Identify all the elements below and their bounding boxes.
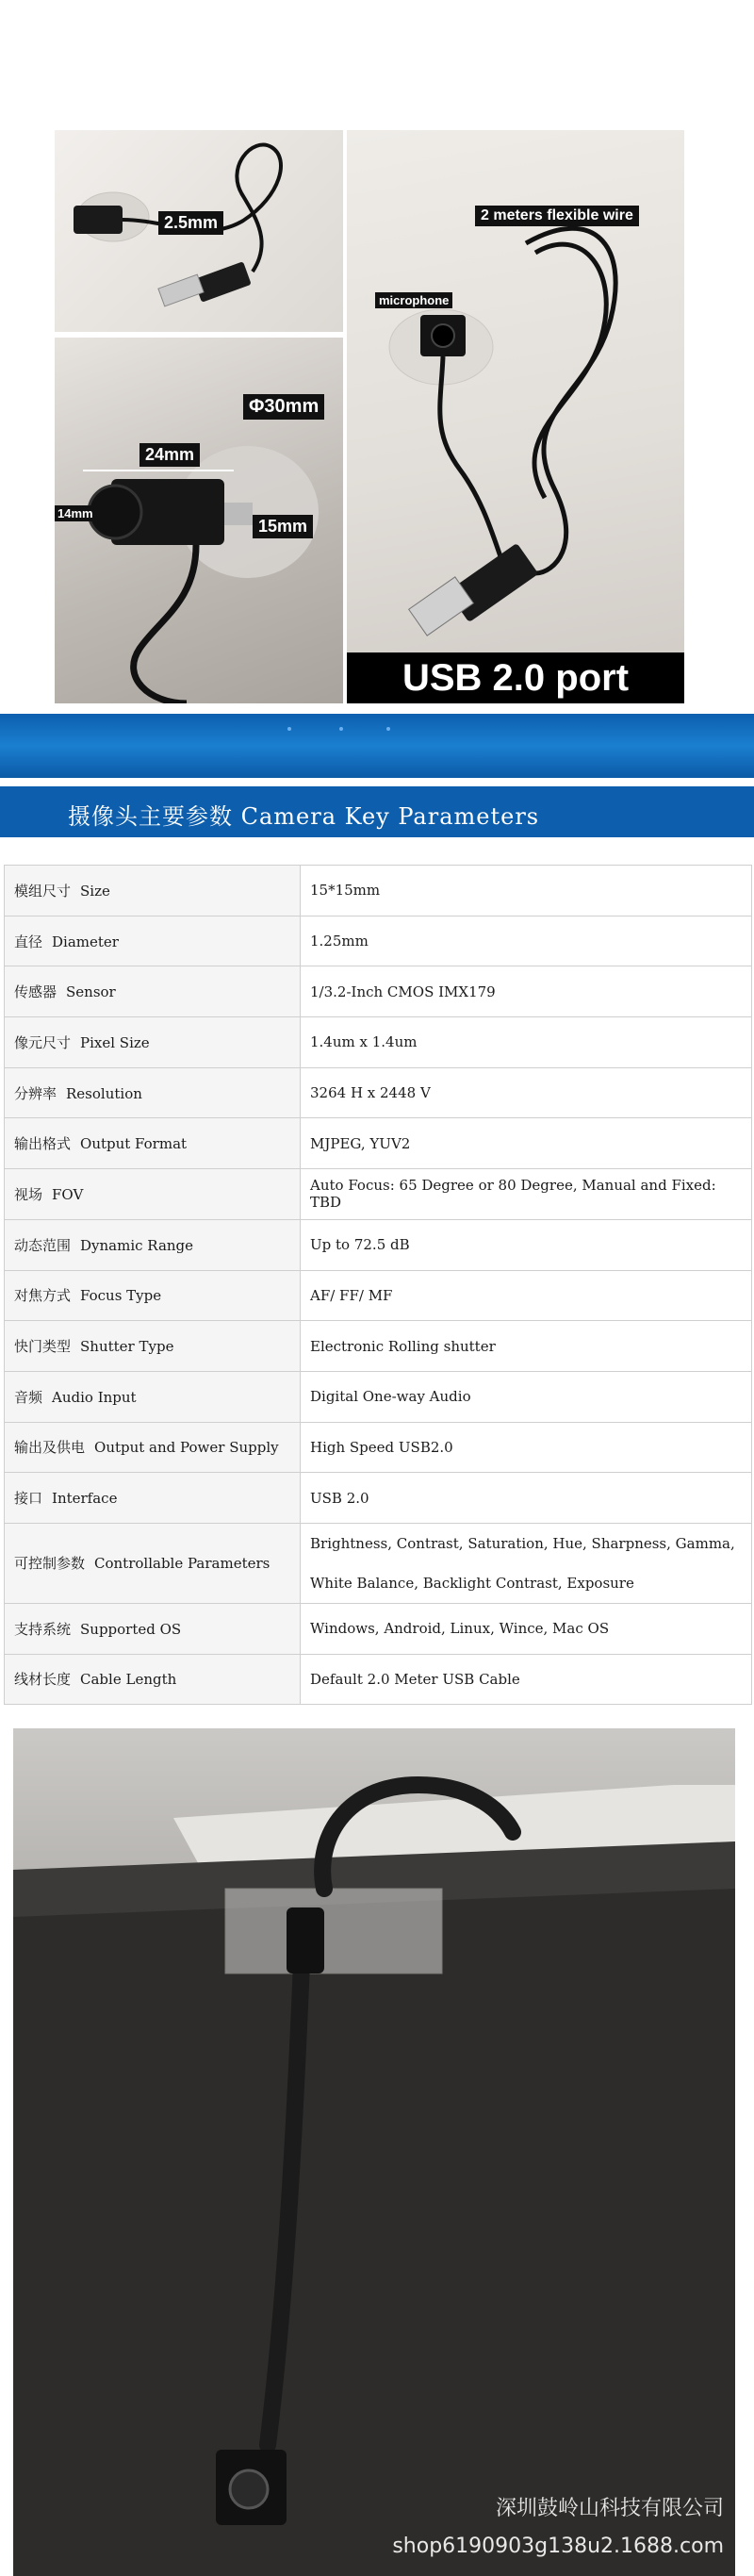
wire-length-label: 2 meters flexible wire <box>475 206 639 226</box>
param-name-cn: 线材长度 <box>14 1671 72 1689</box>
table-row <box>5 1219 752 1270</box>
param-name-cell <box>5 1067 301 1118</box>
param-name-en: Diameter <box>52 933 119 950</box>
param-value: 1.25mm <box>310 933 369 950</box>
param-name-en: Supported OS <box>80 1620 182 1638</box>
param-name-en: Cable Length <box>80 1671 177 1689</box>
param-name-cell <box>5 966 301 1017</box>
table-row <box>5 1473 752 1524</box>
param-value-cell <box>301 1017 752 1068</box>
param-name-en: Sensor <box>66 983 116 1001</box>
param-value-line2: White Balance, Backlight Contrast, Exposure <box>310 1574 634 1592</box>
parameters-table-body <box>5 866 752 1705</box>
param-name-cn: 像元尺寸 <box>14 1033 72 1051</box>
param-name-en: Pixel Size <box>80 1033 150 1051</box>
param-value-cell <box>301 866 752 916</box>
param-name-en: Audio Input <box>52 1388 137 1406</box>
param-name-cell <box>5 1017 301 1068</box>
param-value-cell <box>301 1270 752 1321</box>
length-label: 24mm <box>139 443 200 467</box>
shop-url-watermark: shop6190903g138u2.1688.com <box>392 2535 724 2558</box>
param-value-cell <box>301 1219 752 1270</box>
param-name-cell <box>5 1169 301 1220</box>
param-name-cell <box>5 1654 301 1705</box>
param-name-cn: 对焦方式 <box>14 1287 72 1305</box>
param-value: 1.4um x 1.4um <box>310 1033 418 1051</box>
section-title: 摄像头主要参数 Camera Key Parameters <box>68 803 540 830</box>
table-row <box>5 966 752 1017</box>
usb-port-banner: USB 2.0 port <box>347 652 684 703</box>
param-value: USB 2.0 <box>310 1489 369 1507</box>
table-row <box>5 1654 752 1705</box>
table-row <box>5 1270 752 1321</box>
param-name-cell <box>5 1371 301 1422</box>
param-name-cn: 音频 <box>14 1388 43 1406</box>
param-name-en: Shutter Type <box>80 1338 174 1356</box>
param-value: 3264 H x 2448 V <box>310 1084 431 1102</box>
param-name-en: FOV <box>52 1185 84 1203</box>
gooseneck-camera-photo <box>13 1728 735 2576</box>
param-value-cell <box>301 1654 752 1705</box>
param-value-cell <box>301 966 752 1017</box>
param-name-cn: 快门类型 <box>14 1338 72 1356</box>
depth-label: 15mm <box>253 515 313 538</box>
param-value-cell <box>301 916 752 966</box>
param-name-cell <box>5 916 301 966</box>
param-value: Electronic Rolling shutter <box>310 1337 496 1355</box>
param-name-en: Output Format <box>80 1135 188 1153</box>
table-row <box>5 1422 752 1473</box>
parameters-table <box>4 865 752 1705</box>
param-name-cn: 直径 <box>14 933 43 950</box>
param-name-cn: 传感器 <box>14 983 57 1001</box>
cable-width-label: 2.5mm <box>158 211 223 235</box>
product-photo-top-left <box>55 130 343 332</box>
param-value: MJPEG, YUV2 <box>310 1134 411 1152</box>
param-name-cn: 输出格式 <box>14 1135 72 1153</box>
param-value-cell <box>301 1371 752 1422</box>
table-row <box>5 1067 752 1118</box>
param-name-cell <box>5 1422 301 1473</box>
param-name-cn: 可控制参数 <box>14 1555 86 1573</box>
param-value: 1/3.2-Inch CMOS IMX179 <box>310 983 496 1000</box>
decorative-blue-band <box>0 714 754 778</box>
table-row <box>5 866 752 916</box>
param-name-cn: 支持系统 <box>14 1620 72 1638</box>
company-watermark: 深圳鼓岭山科技有限公司 <box>495 2497 724 2520</box>
param-name-cell <box>5 1603 301 1654</box>
param-name-cell <box>5 1321 301 1372</box>
param-value-cell <box>301 1321 752 1372</box>
microphone-label: microphone <box>375 292 452 308</box>
table-row <box>5 1523 752 1603</box>
param-value-cell <box>301 1067 752 1118</box>
param-value: Default 2.0 Meter USB Cable <box>310 1670 520 1688</box>
decorative-dot <box>339 727 343 731</box>
param-name-cell <box>5 1270 301 1321</box>
param-name-cn: 动态范围 <box>14 1236 72 1254</box>
param-value-cell <box>301 1523 752 1603</box>
param-name-en: Size <box>80 882 110 900</box>
suction-diameter-label: Φ30mm <box>243 394 324 420</box>
table-row <box>5 1169 752 1220</box>
param-name-cn: 输出及供电 <box>14 1439 86 1457</box>
param-name-cn: 模组尺寸 <box>14 882 72 900</box>
param-value: Auto Focus: 65 Degree or 80 Degree, Manual and Fixed: TBD <box>310 1177 716 1212</box>
param-name-en: Interface <box>52 1490 118 1508</box>
table-row <box>5 1321 752 1372</box>
param-name-en: Output and Power Supply <box>94 1439 279 1457</box>
param-name-en: Focus Type <box>80 1287 162 1305</box>
param-name-cn: 视场 <box>14 1185 43 1203</box>
param-value: 15*15mm <box>310 882 381 900</box>
param-name-cn: 接口 <box>14 1490 43 1508</box>
product-photo-dimensions <box>55 338 343 703</box>
param-name-en: Resolution <box>66 1084 142 1102</box>
param-name-cell <box>5 866 301 916</box>
product-photo-cable <box>347 130 684 703</box>
param-value-cell <box>301 1473 752 1524</box>
param-name-en: Controllable Parameters <box>94 1555 270 1573</box>
param-value: Windows, Android, Linux, Wince, Mac OS <box>310 1620 610 1638</box>
decorative-dot <box>287 727 291 731</box>
param-name-cell <box>5 1523 301 1603</box>
param-name-cell <box>5 1473 301 1524</box>
table-row <box>5 1017 752 1068</box>
param-name-cell <box>5 1118 301 1169</box>
param-value: Digital One-way Audio <box>310 1388 471 1406</box>
param-value-cell <box>301 1603 752 1654</box>
height-label: 14mm <box>55 505 96 521</box>
param-value-cell <box>301 1422 752 1473</box>
table-row <box>5 1118 752 1169</box>
param-value-cell <box>301 1118 752 1169</box>
param-value-cell <box>301 1169 752 1220</box>
table-row <box>5 1603 752 1654</box>
param-value: Up to 72.5 dB <box>310 1236 410 1254</box>
param-value: High Speed USB2.0 <box>310 1438 453 1456</box>
param-name-cn: 分辨率 <box>14 1084 57 1102</box>
param-name-en: Dynamic Range <box>80 1236 194 1254</box>
decorative-dot <box>386 727 390 731</box>
param-value: AF/ FF/ MF <box>310 1286 393 1304</box>
param-value: Brightness, Contrast, Saturation, Hue, Sharpness, Gamma, <box>310 1534 735 1552</box>
table-row <box>5 916 752 966</box>
param-name-cell <box>5 1219 301 1270</box>
table-row <box>5 1371 752 1422</box>
gooseneck-camera-illustration <box>13 1728 735 2576</box>
